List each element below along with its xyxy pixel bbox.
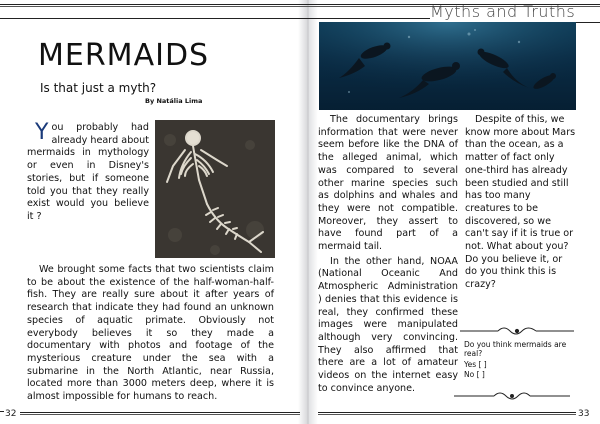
mermaids-illustration <box>319 22 576 110</box>
footer-rule-left-2 <box>20 414 300 415</box>
body-column-right: Despite of this, we know more about Mars than the ocean, as a matter of fact only one-third has already been studied and still has too many creatures to be discovered, so we can't say if it is true or not. What about you? Do you believe it, or do you think this is crazy? <box>465 114 576 291</box>
ornament-divider-top <box>458 324 576 338</box>
article-title: MERMAIDS <box>38 38 210 73</box>
page-spine-shadow <box>298 0 318 424</box>
mermaid-skeleton-image <box>155 120 275 258</box>
footer-rule-left-stub <box>0 411 4 412</box>
body-paragraph-left: We brought some facts that two scientists claim to be about the existence of the half-woman-half-fish. They are really sure about it after years of research that indicate they had found an unknown species of aquatic primate. Obviously not everybody believes it so they made a documentary with photos and footage of the mysterious creature under the sea with a submarine in the North Atlantic, near Russia, located more than 3000 meters deep, where it is almost impossible for humans to reach. <box>27 264 274 403</box>
poll-option-no[interactable]: No [ ] <box>464 370 485 379</box>
drop-cap: Y <box>35 120 49 145</box>
intro-text: ou probably had already heard about mermaids in mythology or even in Disney's stories, but if someone told you that they really exist would you believe it ? <box>27 122 149 222</box>
page-number-right: 33 <box>578 409 590 419</box>
underwater-mermaids-photo <box>319 22 576 110</box>
body-column-middle <box>318 114 458 397</box>
poll-question: Do you think mermaids are real? <box>464 340 567 358</box>
skeleton-illustration <box>155 120 275 258</box>
footer-rule-right-2 <box>318 414 576 415</box>
middle-paragraph-1: The documentary brings information that were never seem before like the DNA of the alleged animal, which was compared to several other marine species such as dolphins and whales and they were not compatible. Moreover, they assert to have found part of a mermaid tail. <box>318 114 458 253</box>
footer-rule-right <box>318 412 576 413</box>
footer-rule-left <box>20 412 300 413</box>
reader-poll <box>464 326 584 380</box>
section-title: Myths and Truths <box>430 2 576 21</box>
middle-paragraph-2: In the other hand, NOAA (National Oceanic And Atmospheric Administration ) denies that this evidence is real, they confirmed these images were manipulated although very convincing. They also affirmed that there are a lot of amateur videos on the internet easy to convince anyone. <box>318 255 458 394</box>
ornament-divider-bottom <box>452 390 572 402</box>
intro-paragraph <box>27 122 149 224</box>
poll-option-yes[interactable]: Yes [ ] <box>464 360 487 369</box>
page-number-left: 32 <box>5 409 17 419</box>
header-rule-left <box>0 18 430 19</box>
article-subtitle: Is that just a myth? <box>40 81 157 95</box>
author-byline: By Natália Lima <box>145 97 203 105</box>
